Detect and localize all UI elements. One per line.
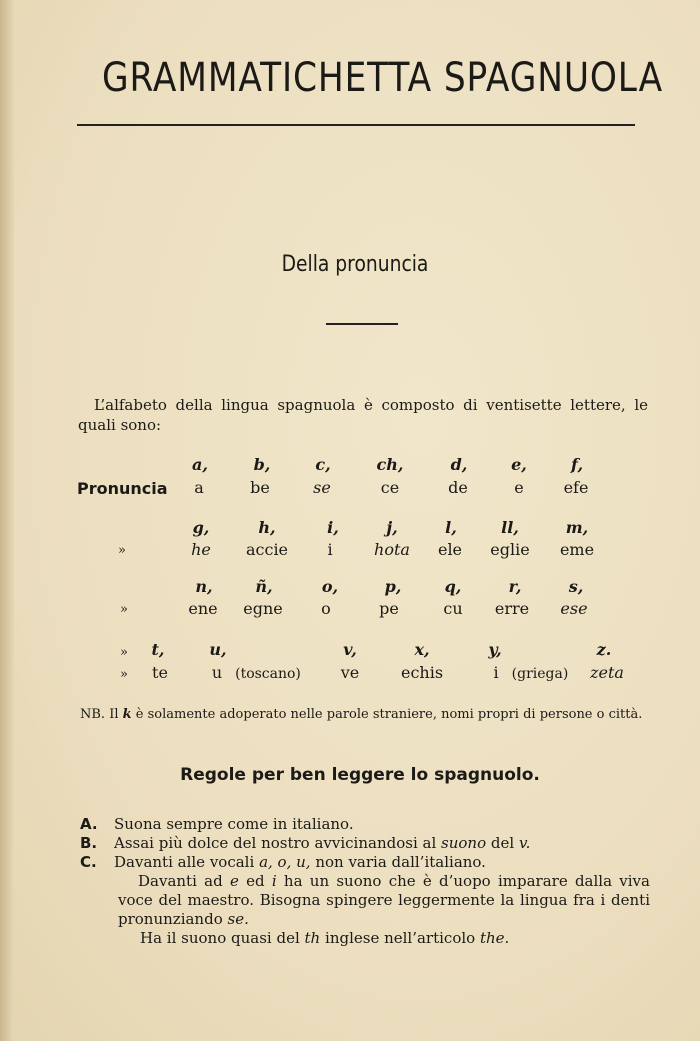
pronunciation: zeta (590, 663, 624, 682)
letter: t, (151, 640, 165, 659)
rule-key: B. (80, 834, 98, 852)
alphabet-row-4-letters (0, 640, 700, 662)
rule-emphasis: a, o, u, (259, 853, 311, 871)
subtitle-rule (326, 323, 398, 325)
alphabet-row-4-pron (0, 663, 700, 685)
pronuncia-label: Pronuncia (77, 479, 168, 498)
pronunciation: i (327, 540, 333, 559)
intro-paragraph (78, 395, 648, 435)
pronunciation: egne (243, 599, 283, 618)
rule-text: Assai più dolce del nostro avvicinandosi al (114, 834, 437, 852)
letter: o, (321, 577, 339, 596)
nb-text: è solamente adoperato nelle parole straniere, nomi propri di persone o città. (135, 707, 643, 722)
pronunciation: pe (379, 599, 399, 618)
rule-b (80, 834, 650, 853)
letter: i, (327, 518, 339, 537)
pronunciation: e (514, 478, 524, 497)
rule-key: A. (80, 815, 98, 833)
letter: z. (596, 640, 612, 659)
rule-text: ed (246, 872, 265, 890)
pronunciation: accie (245, 540, 289, 559)
letter: u, (209, 640, 227, 659)
nb-letter: k (122, 707, 132, 722)
letter: f, (570, 455, 584, 474)
rules-list (80, 815, 650, 948)
pronunciation: u (211, 663, 223, 682)
pronunciation-note: (griega) (511, 666, 569, 682)
letter: ll, (501, 518, 519, 537)
row-marker: » (120, 645, 128, 660)
alphabet-row-3-pron (0, 599, 700, 621)
letter: y, (488, 640, 502, 659)
pronunciation: he (191, 540, 211, 559)
letter: e, (511, 455, 527, 474)
section-subtitle: Della pronuncia (281, 252, 429, 277)
rule-emphasis: se. (227, 910, 249, 928)
pronunciation: cu (443, 599, 463, 618)
pronunciation: ce (380, 478, 400, 497)
pronunciation-note: (toscano) (235, 666, 301, 682)
letter: v, (343, 640, 357, 659)
alphabet-row-3-letters (0, 577, 700, 599)
letter: q, (444, 577, 462, 596)
rule-emphasis: v. (518, 834, 531, 852)
letter: h, (258, 518, 276, 537)
letter: l, (445, 518, 457, 537)
rule-text: Davanti ad (138, 872, 223, 890)
rule-text: inglese nell’articolo (325, 929, 476, 947)
alphabet-row-2-letters (0, 518, 700, 540)
rule-c-continuation-2 (80, 929, 650, 948)
pronunciation: echis (400, 663, 444, 682)
rule-c (80, 853, 650, 872)
pronunciation: eglie (490, 540, 530, 559)
pronunciation: se (313, 478, 331, 497)
alphabet-row-1-letters (0, 455, 700, 477)
pronunciation: be (250, 478, 270, 497)
rule-key: C. (80, 853, 97, 871)
letter: r, (508, 577, 522, 596)
page-title: GRAMMATICHETTA SPAGNUOLA (102, 55, 664, 101)
intro-text: L’alfabeto della lingua spagnuola è composto di ventisette lettere, le quali sono: (78, 396, 648, 434)
rule-emphasis: th (304, 929, 321, 947)
rule-c-continuation-1 (80, 872, 650, 929)
pronunciation: ve (340, 663, 360, 682)
letter: d, (450, 455, 468, 474)
rule-emphasis: suono (441, 834, 487, 852)
letter: ch, (376, 455, 404, 474)
letter: ñ, (255, 577, 273, 596)
row-marker: » (120, 602, 128, 617)
letter: p, (384, 577, 402, 596)
rule-emphasis: e (229, 872, 239, 890)
nb-prefix: NB. Il (80, 707, 119, 722)
letter: m, (565, 518, 589, 537)
rule-text: del (490, 834, 515, 852)
row-marker: » (120, 667, 128, 682)
letter: x, (414, 640, 430, 659)
rule-emphasis: i (271, 872, 277, 890)
letter: c, (315, 455, 331, 474)
pronunciation: a (194, 478, 204, 497)
nb-note (80, 706, 646, 723)
rule-a (80, 815, 650, 834)
rules-heading: Regole per ben leggere lo spagnuolo. (180, 765, 540, 785)
rule-text: Suona sempre come in italiano. (114, 815, 354, 833)
pronunciation: te (152, 663, 168, 682)
rule-text: non varia dall’italiano. (315, 853, 486, 871)
pronunciation: o (321, 599, 331, 618)
pronunciation: ele (437, 540, 463, 559)
letter: n, (195, 577, 213, 596)
row-marker: » (118, 543, 126, 558)
rule-text: Davanti alle vocali (114, 853, 255, 871)
rule-text: Ha il suono quasi del (140, 929, 300, 947)
pronunciation: hota (374, 540, 410, 559)
letter: j, (386, 518, 398, 537)
alphabet-row-1-pron (0, 478, 700, 500)
letter: b, (253, 455, 271, 474)
letter: s, (568, 577, 584, 596)
title-rule (77, 124, 635, 126)
rule-emphasis: the. (479, 929, 510, 947)
pronunciation: erre (494, 599, 530, 618)
rule-text: ha un suono che è d’uopo imparare dalla viva voce del maestro. Bisogna spingere leggermente la lingua fra i denti pronunziando (118, 872, 650, 928)
letter: g, (192, 518, 210, 537)
pronunciation: efe (563, 478, 589, 497)
pronunciation: de (448, 478, 468, 497)
letter: a, (192, 455, 208, 474)
pronunciation: i (493, 663, 499, 682)
pronunciation: ese (560, 599, 588, 618)
alphabet-row-2-pron (0, 540, 700, 562)
pronunciation: ene (188, 599, 218, 618)
pronunciation: eme (559, 540, 595, 559)
